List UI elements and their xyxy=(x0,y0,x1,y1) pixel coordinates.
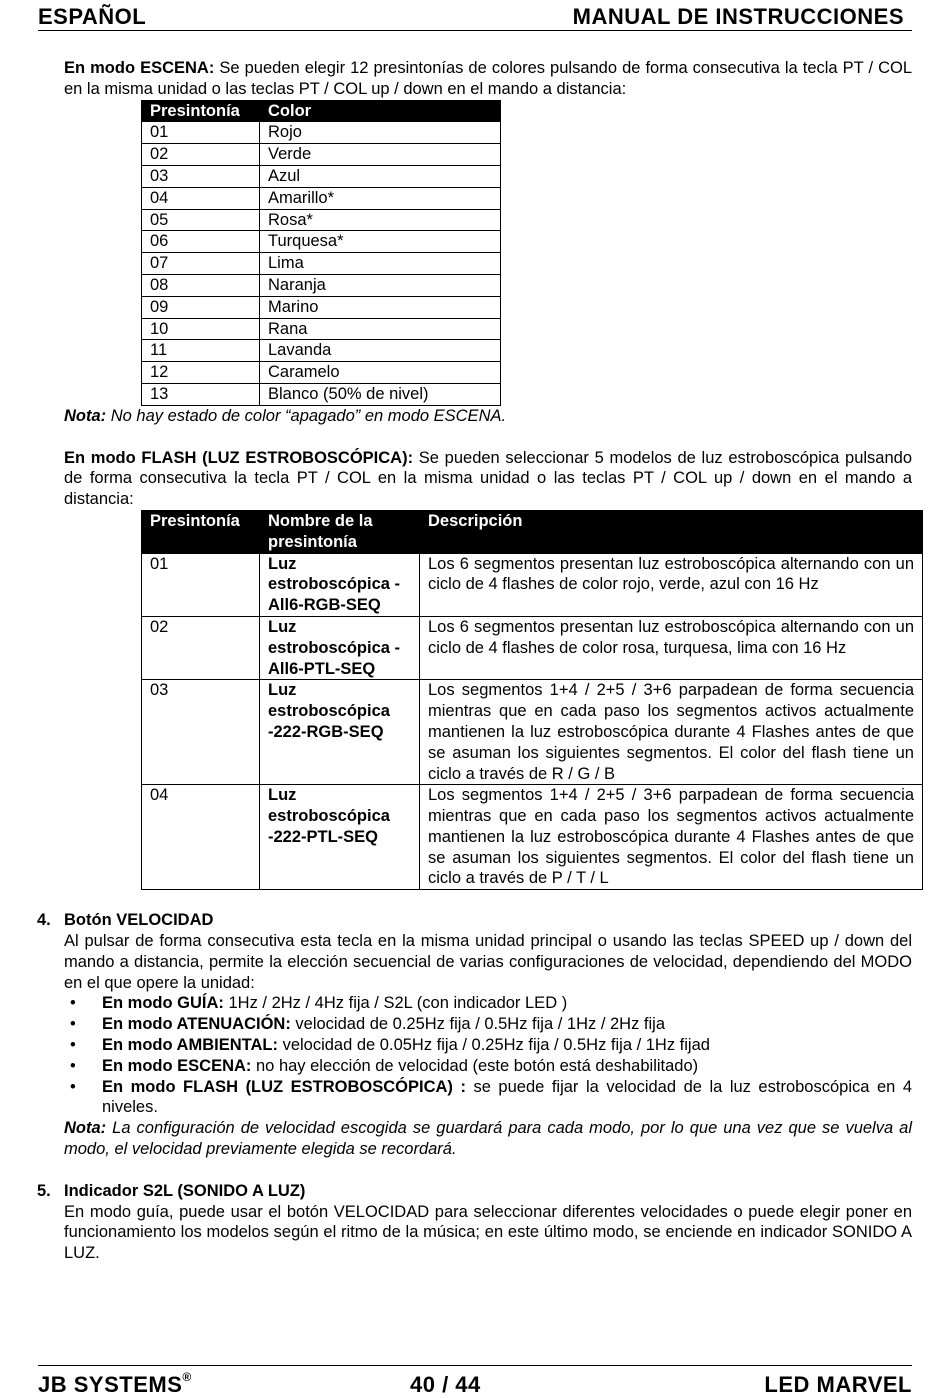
preset-color: Caramelo xyxy=(260,362,501,384)
preset-color: Amarillo* xyxy=(260,187,501,209)
preset-number: 04 xyxy=(142,187,260,209)
footer-brand-text: JB SYSTEMS xyxy=(38,1372,183,1397)
preset-description: Los segmentos 1+4 / 2+5 / 3+6 parpadean de forma secuencia mientras que en cada paso los segmentos activos actualmente mantienen la luz estroboscópica durante 4 Flashes antes de que se asuman los siguientes segmentos. El color del flash tiene un ciclo a través de R / G / B xyxy=(420,680,923,785)
preset-name: Luz estroboscópica -All6-PTL-SEQ xyxy=(260,616,420,679)
list-item-label: En modo AMBIENTAL: xyxy=(102,1036,278,1055)
list-item-text: velocidad de 0.25Hz fija / 0.5Hz fija / 1Hz / 2Hz fija xyxy=(290,1015,666,1034)
preset-description: Los 6 segmentos presentan luz estroboscópica alternando con un ciclo de 4 flashes de color rojo, verde, azul con 16 Hz xyxy=(420,553,923,616)
table-row xyxy=(142,383,501,405)
table-row xyxy=(142,274,501,296)
preset-number: 06 xyxy=(142,231,260,253)
column-header-presintonia: Presintonía xyxy=(142,100,260,122)
preset-number: 03 xyxy=(142,165,260,187)
footer-brand xyxy=(38,1372,192,1398)
table-row xyxy=(142,187,501,209)
preset-color: Azul xyxy=(260,165,501,187)
bullet-icon: • xyxy=(70,1015,76,1034)
preset-number: 01 xyxy=(142,553,260,616)
table-row xyxy=(142,340,501,362)
list-item-text: 1Hz / 2Hz / 4Hz fija / S2L (con indicador LED ) xyxy=(223,994,568,1013)
preset-color: Lima xyxy=(260,253,501,275)
preset-color: Rojo xyxy=(260,122,501,144)
preset-color: Rosa* xyxy=(260,209,501,231)
section-title: Botón VELOCIDAD xyxy=(64,911,214,930)
list-item-text: se puede fijar la velocidad de la luz estroboscópica en 4 niveles. xyxy=(102,1077,912,1117)
table-row xyxy=(142,362,501,384)
table-row xyxy=(142,680,923,785)
preset-color: Verde xyxy=(260,144,501,166)
registered-mark: ® xyxy=(182,1370,192,1384)
header-language: ESPAÑOL xyxy=(38,4,147,29)
escena-text: Se pueden elegir 12 presintonías de colores pulsando de forma consecutiva la tecla PT / COL en la misma unidad o las teclas PT / COL up / down en el mando a distancia: xyxy=(64,59,913,98)
page-content xyxy=(37,58,914,1264)
flash-lead: En modo FLASH (LUZ ESTROBOSCÓPICA): xyxy=(64,448,414,467)
preset-color: Lavanda xyxy=(260,340,501,362)
list-item-text: no hay elección de velocidad (este botón está deshabilitado) xyxy=(251,1056,699,1075)
preset-color: Marino xyxy=(260,296,501,318)
list-item-label: En modo GUÍA: xyxy=(102,994,224,1013)
section-title: Indicador S2L (SONIDO A LUZ) xyxy=(64,1181,306,1200)
preset-number: 08 xyxy=(142,274,260,296)
section-number: 5. xyxy=(37,1181,51,1200)
preset-color: Naranja xyxy=(260,274,501,296)
table-row xyxy=(142,616,923,679)
velocidad-text: Al pulsar de forma consecutiva esta tecla en la misma unidad principal o usando las teclas SPEED up / down del mando a distancia, permite la elección secuencial de varias configuraciones de velocidad, dependiendo del MODO en el que opere la unidad: xyxy=(64,932,912,992)
escena-lead: En modo ESCENA: xyxy=(64,59,215,77)
preset-name: Luz estroboscópica -All6-RGB-SEQ xyxy=(260,553,420,616)
list-item xyxy=(64,1077,912,1119)
list-item-label: En modo ATENUACIÓN: xyxy=(102,1015,291,1034)
list-item-label: En modo FLASH (LUZ ESTROBOSCÓPICA) : xyxy=(102,1077,466,1096)
flash-intro xyxy=(64,448,912,510)
list-item xyxy=(64,1056,912,1077)
table-row xyxy=(142,231,501,253)
s2l-text: En modo guía, puede usar el botón VELOCIDAD para seleccionar diferentes velocidades o puede elegir poner en funcionamiento los modelos según el ritmo de la música; en este último modo, se enciende en indicador SONIDO A LUZ. xyxy=(64,1202,912,1263)
flash-table-body xyxy=(142,553,923,890)
table-row xyxy=(142,318,501,340)
escena-note-label: Nota: xyxy=(64,406,107,425)
velocidad-note-label: Nota: xyxy=(64,1119,107,1138)
escena-note-text: No hay estado de color “apagado” en modo ESCENA. xyxy=(106,406,507,425)
table-row xyxy=(142,253,501,275)
footer-product: LED MARVEL xyxy=(764,1372,912,1397)
velocidad-note xyxy=(64,1118,912,1160)
bullet-icon: • xyxy=(70,1036,76,1055)
table-row xyxy=(142,122,501,144)
preset-number: 03 xyxy=(142,680,260,785)
column-header-presintonia: Presintonía xyxy=(142,510,260,553)
list-item xyxy=(64,1014,912,1035)
preset-number: 05 xyxy=(142,209,260,231)
preset-color: Rana xyxy=(260,318,501,340)
table-header-row xyxy=(142,510,923,553)
header-title: MANUAL DE INSTRUCCIONES xyxy=(572,4,904,29)
flash-strobe-table xyxy=(141,510,923,890)
flash-text: Se pueden seleccionar 5 modelos de luz estroboscópica pulsando de forma consecutiva la tecla PT / COL en la misma unidad o las teclas PT / COL up / down en el mando a distancia: xyxy=(64,448,912,509)
preset-number: 02 xyxy=(142,616,260,679)
preset-number: 09 xyxy=(142,296,260,318)
velocidad-note-text: La configuración de velocidad escogida se guardará para cada modo, por lo que una vez que se vuelva al modo, el velocidad previamente elegida se recordará. xyxy=(64,1119,912,1159)
section-number: 4. xyxy=(37,911,51,930)
page-header xyxy=(38,2,912,31)
preset-number: 04 xyxy=(142,785,260,890)
section-s2l xyxy=(37,1181,912,1264)
table-header-row xyxy=(142,100,501,122)
page-number: 40 / 44 xyxy=(410,1372,481,1397)
preset-color: Blanco (50% de nivel) xyxy=(260,383,501,405)
preset-number: 01 xyxy=(142,122,260,144)
preset-description: Los segmentos 1+4 / 2+5 / 3+6 parpadean de forma secuencia mientras que en cada paso los segmentos activos actualmente mantienen la luz estroboscópica durante 4 Flashes antes de que se asuman los siguientes segmentos. El color del flash tiene un ciclo a través de P / T / L xyxy=(420,785,923,890)
table-row xyxy=(142,296,501,318)
velocidad-list xyxy=(64,993,912,1118)
preset-description: Los 6 segmentos presentan luz estroboscópica alternando con un ciclo de 4 flashes de color rosa, turquesa, lima con 16 Hz xyxy=(420,616,923,679)
list-item-label: En modo ESCENA: xyxy=(102,1056,252,1075)
bullet-icon: • xyxy=(70,994,76,1013)
preset-number: 07 xyxy=(142,253,260,275)
table-row xyxy=(142,165,501,187)
table-row xyxy=(142,785,923,890)
preset-number: 13 xyxy=(142,383,260,405)
preset-number: 12 xyxy=(142,362,260,384)
escena-color-table xyxy=(141,100,501,406)
preset-name: Luz estroboscópica -222-RGB-SEQ xyxy=(260,680,420,785)
preset-name: Luz estroboscópica -222-PTL-SEQ xyxy=(260,785,420,890)
table-row xyxy=(142,553,923,616)
escena-intro xyxy=(64,58,912,100)
preset-number: 02 xyxy=(142,144,260,166)
list-item xyxy=(64,993,912,1014)
escena-note xyxy=(64,406,912,427)
column-header-color: Color xyxy=(260,100,501,122)
table-row xyxy=(142,209,501,231)
list-item xyxy=(64,1035,912,1056)
bullet-icon: • xyxy=(70,1056,76,1075)
column-header-nombre: Nombre de la presintonía xyxy=(260,510,420,553)
table-row xyxy=(142,144,501,166)
column-header-descripcion: Descripción xyxy=(420,510,923,553)
bullet-icon: • xyxy=(70,1077,76,1096)
preset-number: 11 xyxy=(142,340,260,362)
preset-number: 10 xyxy=(142,318,260,340)
list-item-text: velocidad de 0.05Hz fija / 0.25Hz fija / 0.5Hz fija / 1Hz fijad xyxy=(277,1036,710,1055)
page-footer xyxy=(38,1365,912,1396)
section-velocidad xyxy=(37,910,912,1160)
escena-table-body xyxy=(142,122,501,405)
preset-color: Turquesa* xyxy=(260,231,501,253)
